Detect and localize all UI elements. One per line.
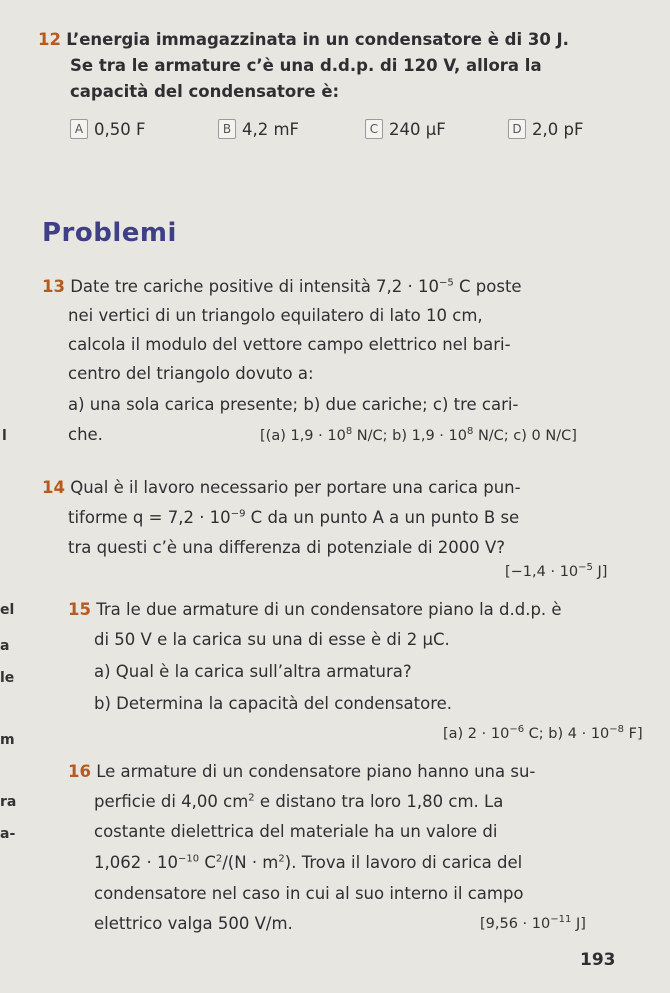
exponent: −11 [550, 914, 572, 926]
problem-14-line2 [68, 508, 519, 528]
exponent: −9 [230, 508, 246, 520]
problem-15-line1 [68, 600, 562, 620]
text: J] [571, 916, 586, 932]
text: C [199, 853, 216, 872]
text: C poste [453, 277, 522, 296]
text: perficie di 4,00 cm [94, 792, 249, 811]
problem-16-line2 [94, 792, 503, 812]
problem-15-line4: b) Determina la capacità del condensatore. [94, 694, 453, 713]
text: /(N · m [222, 853, 279, 872]
option-letter: D [508, 119, 526, 139]
exponent: −6 [509, 724, 525, 736]
problem-16-line4 [94, 853, 522, 873]
question-12-line2: Se tra le armature c’è una d.d.p. di 120 V, allora la [70, 56, 542, 75]
text: Tra le due armature di un condensatore piano la d.d.p. è [96, 600, 562, 619]
option-letter: A [70, 119, 88, 139]
problem-number: 13 [42, 277, 65, 296]
text: tiforme q = 7,2 · 10 [68, 508, 231, 527]
problem-16-answer [480, 914, 586, 934]
option-letter: B [218, 119, 236, 139]
problem-13-answer [260, 426, 577, 446]
margin-fragment: le [0, 670, 15, 686]
option-c[interactable] [365, 118, 446, 140]
problem-13-line2: nei vertici di un triangolo equilatero di lato 10 cm, [68, 306, 483, 325]
text: F] [624, 726, 643, 742]
option-a[interactable] [70, 118, 145, 140]
problem-14-line1 [42, 478, 521, 498]
text: Le armature di un condensatore piano hanno una su- [96, 762, 536, 781]
text: [−1,4 · 10 [505, 564, 579, 580]
margin-fragment: m [0, 732, 15, 748]
text: C da un punto A a un punto B se [245, 508, 520, 527]
question-12-line1 [38, 30, 569, 50]
problem-16-line1 [68, 762, 535, 782]
exponent: 2 [278, 853, 285, 865]
text: 1,062 · 10 [94, 853, 178, 872]
option-text: 4,2 mF [242, 119, 300, 139]
margin-fragment: ra [0, 794, 17, 810]
exponent: 2 [215, 853, 223, 865]
problem-16-line3: costante dielettrica del materiale ha un valore di [94, 822, 498, 841]
option-text: 0,50 F [94, 119, 146, 139]
text: ). Trova il lavoro di carica del [284, 853, 523, 872]
problem-13-line3: calcola il modulo del vettore campo elettrico nel bari- [68, 335, 511, 354]
page-number: 193 [580, 950, 616, 970]
problem-13-line4: centro del triangolo dovuto a: [68, 364, 314, 383]
text: e distano tra loro 1,80 cm. La [254, 792, 504, 811]
option-b[interactable] [218, 118, 299, 140]
text: [9,56 · 10 [480, 916, 551, 932]
problem-15-answer [443, 724, 643, 744]
exponent: −8 [609, 724, 625, 736]
section-title: Problemi [42, 218, 177, 248]
exponent: −5 [578, 562, 593, 574]
problem-13-line5: a) una sola carica presente; b) due cariche; c) tre cari- [68, 395, 519, 414]
problem-15-line2: di 50 V e la carica su una di esse è di 2 μC. [94, 630, 450, 649]
text: C; b) 4 · 10 [524, 726, 610, 742]
question-12-line3: capacità del condensatore è: [70, 82, 340, 101]
exponent: 8 [466, 426, 474, 438]
option-text: 240 μF [389, 119, 446, 139]
problem-16-line5: condensatore nel caso in cui al suo interno il campo [94, 884, 524, 903]
text: Qual è il lavoro necessario per portare una carica pun- [70, 478, 521, 497]
text: N/C; b) 1,9 · 10 [352, 428, 467, 444]
margin-fragment: a [0, 638, 10, 654]
option-d[interactable] [508, 118, 583, 140]
problem-13-line1 [42, 277, 522, 297]
problem-number: 14 [42, 478, 65, 497]
problem-13-line6: che. [68, 425, 103, 444]
margin-fragment: el [0, 602, 15, 618]
problem-14-line3: tra questi c’è una differenza di potenziale di 2000 V? [68, 538, 506, 557]
exponent: −5 [439, 277, 454, 289]
problem-15-line3: a) Qual è la carica sull’altra armatura? [94, 662, 412, 681]
exponent: 8 [345, 426, 353, 438]
margin-fragment: a- [0, 826, 16, 842]
problem-14-answer [505, 562, 607, 582]
option-letter: C [365, 119, 383, 139]
problem-number: 15 [68, 600, 91, 619]
text: [(a) 1,9 · 10 [260, 428, 346, 444]
text: J] [592, 564, 608, 580]
text: N/C; c) 0 N/C] [473, 428, 577, 444]
question-number: 12 [38, 30, 61, 49]
problem-number: 16 [68, 762, 91, 781]
problem-16-line6: elettrico valga 500 V/m. [94, 914, 293, 933]
exponent: 2 [248, 792, 255, 804]
question-text: L’energia immagazzinata in un condensatore è di 30 J. [66, 30, 569, 49]
text: Date tre cariche positive di intensità 7,2 · 10 [70, 277, 440, 296]
option-text: 2,0 pF [532, 119, 584, 139]
margin-fragment: l [2, 428, 7, 444]
text: [a) 2 · 10 [443, 726, 510, 742]
exponent: −10 [177, 853, 200, 865]
